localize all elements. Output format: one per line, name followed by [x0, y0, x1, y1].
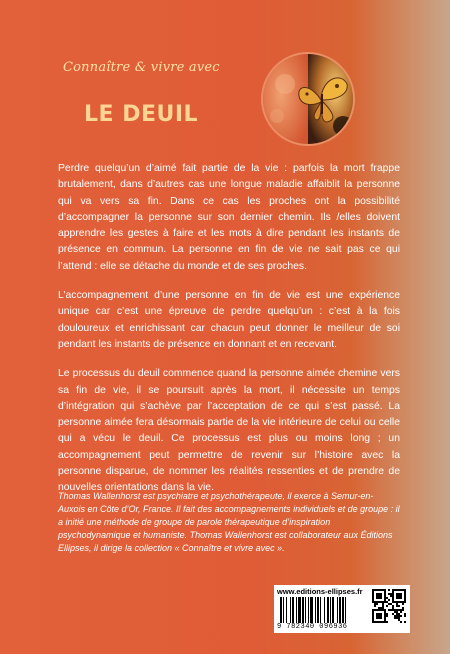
paragraph-3: Le processus du deuil commence quand la personne aimée chemine vers sa fin de vie, il se poursuit après la mort, il nécessite un temps d’intégration qui s’achève par l’acceptation de ce qui s’est passé. La personne aimée fera désormais partie de la vie intérieure de celui ou celle qui a vécu le deuil. Ce processus est plus ou moins long ; un accompagnement peut permettre de revenir sur l’histoire avec la personne disparue, de nommer les réalités ressenties et de prendre de nouvelles orientations dans la vie.: [58, 368, 400, 494]
qr-code-icon: [372, 589, 406, 623]
butterfly-image: [263, 54, 353, 144]
series-name: Connaître & vivre avec: [63, 60, 220, 75]
barcode-icon: [280, 597, 368, 623]
paragraph-2: L’accompagnement d’une personne en fin de vie est une expérience unique car c’est une épreuve de perdre quelqu’un : c’est à la fois douloureux et enrichissant car chacun peut donner le meilleur de soi pendant les instants de présence en donnant et en recevant.: [58, 290, 400, 350]
back-cover-text: [58, 161, 400, 510]
isbn-number: 9 782340 096936: [277, 623, 348, 631]
book-title: LE DEUIL: [84, 102, 199, 127]
paragraph-1: Perdre quelqu’un d’aimé fait partie de la vie : parfois la mort frappe brutalement, dans d’autres cas une longue maladie affaiblit la personne qui va vers sa fin. Dans ce cas les proches ont la possibilité d’accompagner la personne sur son dernier chemin. Ils /elles doivent apprendre les gestes à faire et les mots à dire pendant les instants de présence en commun. La personne en fin de vie ne sait pas ce qui l’attend : elle se détache du monde et de ses proches.: [58, 163, 400, 272]
publisher-website: www.editions-ellipses.fr: [277, 587, 363, 596]
author-bio: Thomas Wallenhorst est psychiatre et psychothérapeute, il exerce à Semur-en-Auxois en Côte d’Or, France. Il fait des accompagnements individuels et de groupe : il a initié une méthode de groupe de parole thérapeutique d’inspiration psychodynamique et humaniste. Thomas Wallenhorst est collaborateur aux Éditions Ellipses, il dirige la collection « Connaître et vivre avec ».: [58, 491, 400, 553]
barcode-panel: [274, 585, 410, 633]
